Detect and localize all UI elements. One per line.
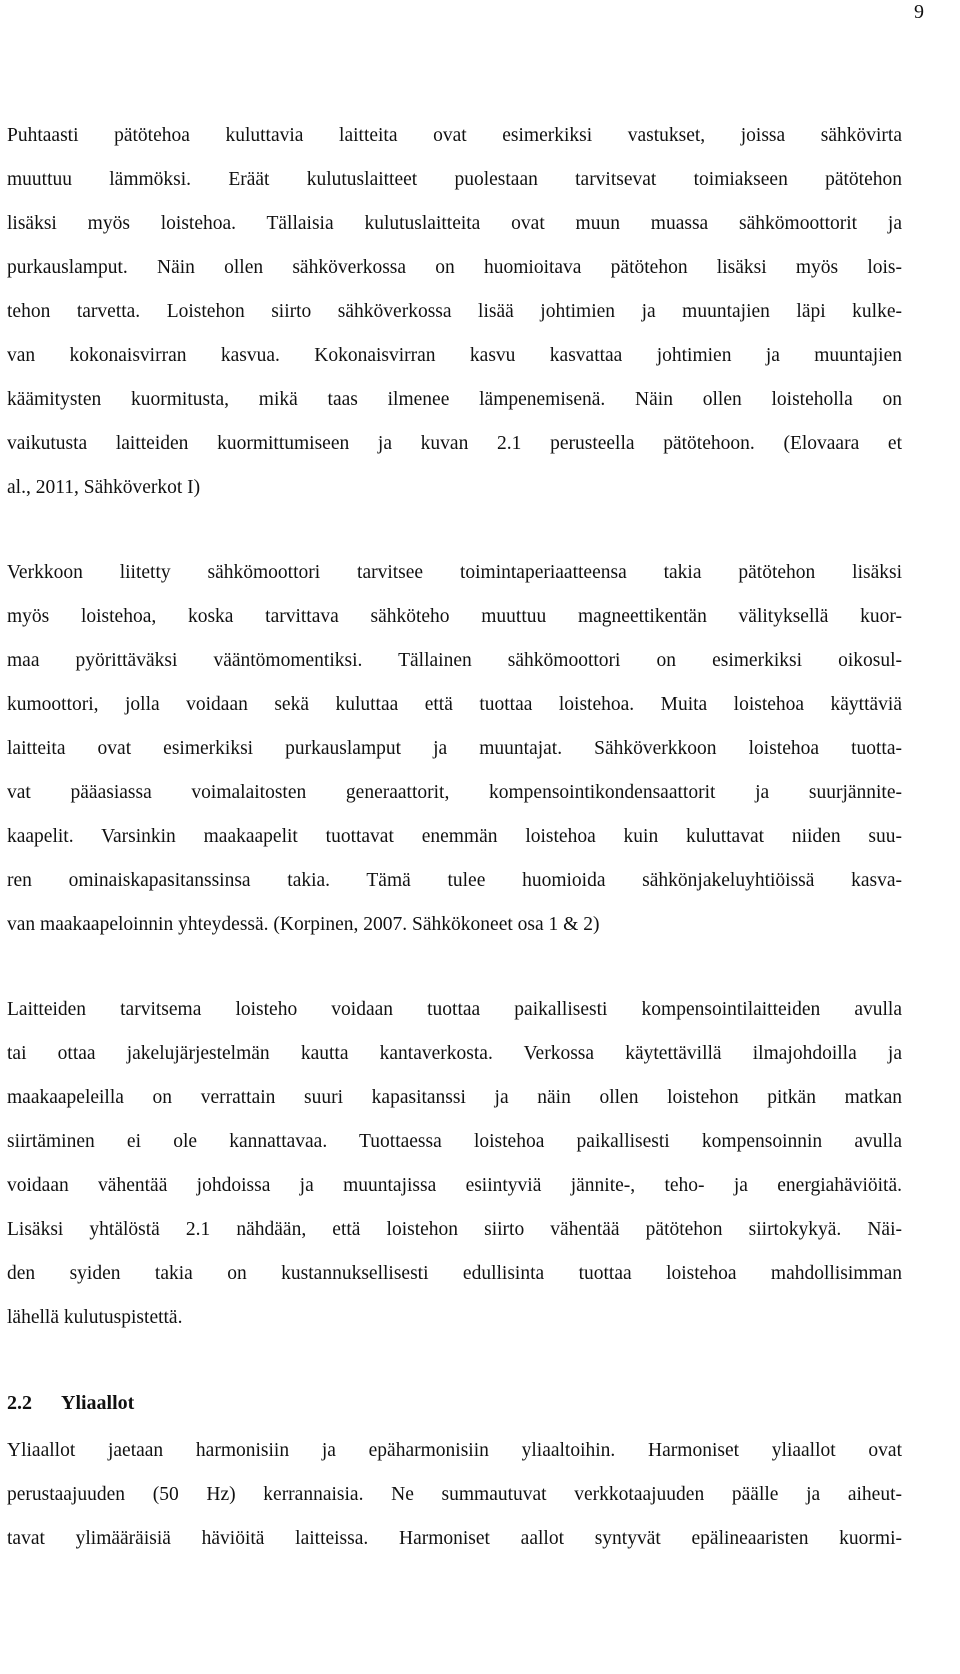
- paragraph-1: [7, 114, 902, 510]
- text-line: tai ottaa jakelujärjestelmän kautta kantaverkosta. Verkossa käytettävillä ilmajohdoilla ja: [7, 1043, 902, 1064]
- text-line: tehon tarvetta. Loistehon siirto sähköverkossa lisää johtimien ja muuntajien läpi kulke-: [7, 301, 902, 322]
- text-line: siirtäminen ei ole kannattavaa. Tuottaessa loistehoa paikallisesti kompensoinnin avulla: [7, 1131, 902, 1152]
- text-line: kumoottori, jolla voidaan sekä kuluttaa että tuottaa loistehoa. Muita loistehoa käyttäviä: [7, 694, 902, 715]
- text-line: perustaajuuden (50 Hz) kerrannaisia. Ne summautuvat verkkotaajuuden päälle ja aiheut-: [7, 1484, 902, 1505]
- text-line: myös loistehoa, koska tarvittava sähköteho muuttuu magneettikentän välityksellä kuor-: [7, 606, 902, 627]
- text-line: maakaapeleilla on verrattain suuri kapasitanssi ja näin ollen loistehon pitkän matkan: [7, 1087, 902, 1108]
- text-line: Verkkoon liitetty sähkömoottori tarvitsee toimintaperiaatteensa takia pätötehon lisäksi: [7, 562, 902, 583]
- text-line: al., 2011, Sähköverkot I): [7, 477, 201, 498]
- text-line: Laitteiden tarvitsema loisteho voidaan tuottaa paikallisesti kompensointilaitteiden avulla: [7, 999, 902, 1020]
- page-number: 9: [914, 1, 924, 23]
- section-number: 2.2: [7, 1392, 32, 1414]
- text-line: purkauslamput. Näin ollen sähköverkossa on huomioitava pätötehon lisäksi myös lois-: [7, 257, 902, 278]
- text-line: kaapelit. Varsinkin maakaapelit tuottavat enemmän loistehoa kuin kuluttavat niiden suu-: [7, 826, 902, 847]
- text-line: lähellä kulutuspistettä.: [7, 1307, 183, 1328]
- text-line: Lisäksi yhtälöstä 2.1 nähdään, että loistehon siirto vähentää pätötehon siirtokykyä. Näi-: [7, 1219, 902, 1240]
- document-body: [7, 114, 902, 1561]
- section-heading: [7, 1381, 902, 1425]
- text-line: lisäksi myös loistehoa. Tällaisia kulutuslaitteita ovat muun muassa sähkömoottorit ja: [7, 213, 902, 234]
- text-line: vaikutusta laitteiden kuormittumiseen ja kuvan 2.1 perusteella pätötehoon. (Elovaara et: [7, 433, 902, 454]
- text-line: käämitysten kuormitusta, mikä taas ilmenee lämpenemisenä. Näin ollen loisteholla on: [7, 389, 902, 410]
- text-line: Yliaallot jaetaan harmonisiin ja epäharmonisiin yliaaltoihin. Harmoniset yliaallot ovat: [7, 1440, 902, 1461]
- text-line: voidaan vähentää johdoissa ja muuntajissa esiintyviä jännite-, teho- ja energiahäviöitä.: [7, 1175, 902, 1196]
- text-line: tavat ylimääräisiä häviöitä laitteissa. Harmoniset aallot syntyvät epälineaaristen kuormi-: [7, 1528, 902, 1549]
- text-line: ren ominaiskapasitanssinsa takia. Tämä tulee huomioida sähkönjakeluyhtiöissä kasva-: [7, 870, 902, 891]
- section-title: Yliaallot: [61, 1392, 135, 1414]
- text-line: laitteita ovat esimerkiksi purkauslamput ja muuntajat. Sähköverkkoon loistehoa tuotta-: [7, 738, 902, 759]
- text-line: muuttuu lämmöksi. Eräät kulutuslaitteet puolestaan tarvitsevat toimiakseen pätötehon: [7, 169, 902, 190]
- text-line: den syiden takia on kustannuksellisesti edullisinta tuottaa loistehoa mahdollisimman: [7, 1263, 902, 1284]
- paragraph-3: [7, 988, 902, 1340]
- text-line: maa pyörittäväksi vääntömomentiksi. Tällainen sähkömoottori on esimerkiksi oikosul-: [7, 650, 902, 671]
- text-line: van kokonaisvirran kasvua. Kokonaisvirran kasvu kasvattaa johtimien ja muuntajien: [7, 345, 902, 366]
- paragraph-4: [7, 1429, 902, 1561]
- text-line: Puhtaasti pätötehoa kuluttavia laitteita ovat esimerkiksi vastukset, joissa sähkövirta: [7, 125, 902, 146]
- text-line: vat pääasiassa voimalaitosten generaattorit, kompensointikondensaattorit ja suurjännite-: [7, 782, 902, 803]
- paragraph-2: [7, 551, 902, 947]
- text-line: van maakaapeloinnin yhteydessä. (Korpinen, 2007. Sähkökoneet osa 1 & 2): [7, 914, 600, 935]
